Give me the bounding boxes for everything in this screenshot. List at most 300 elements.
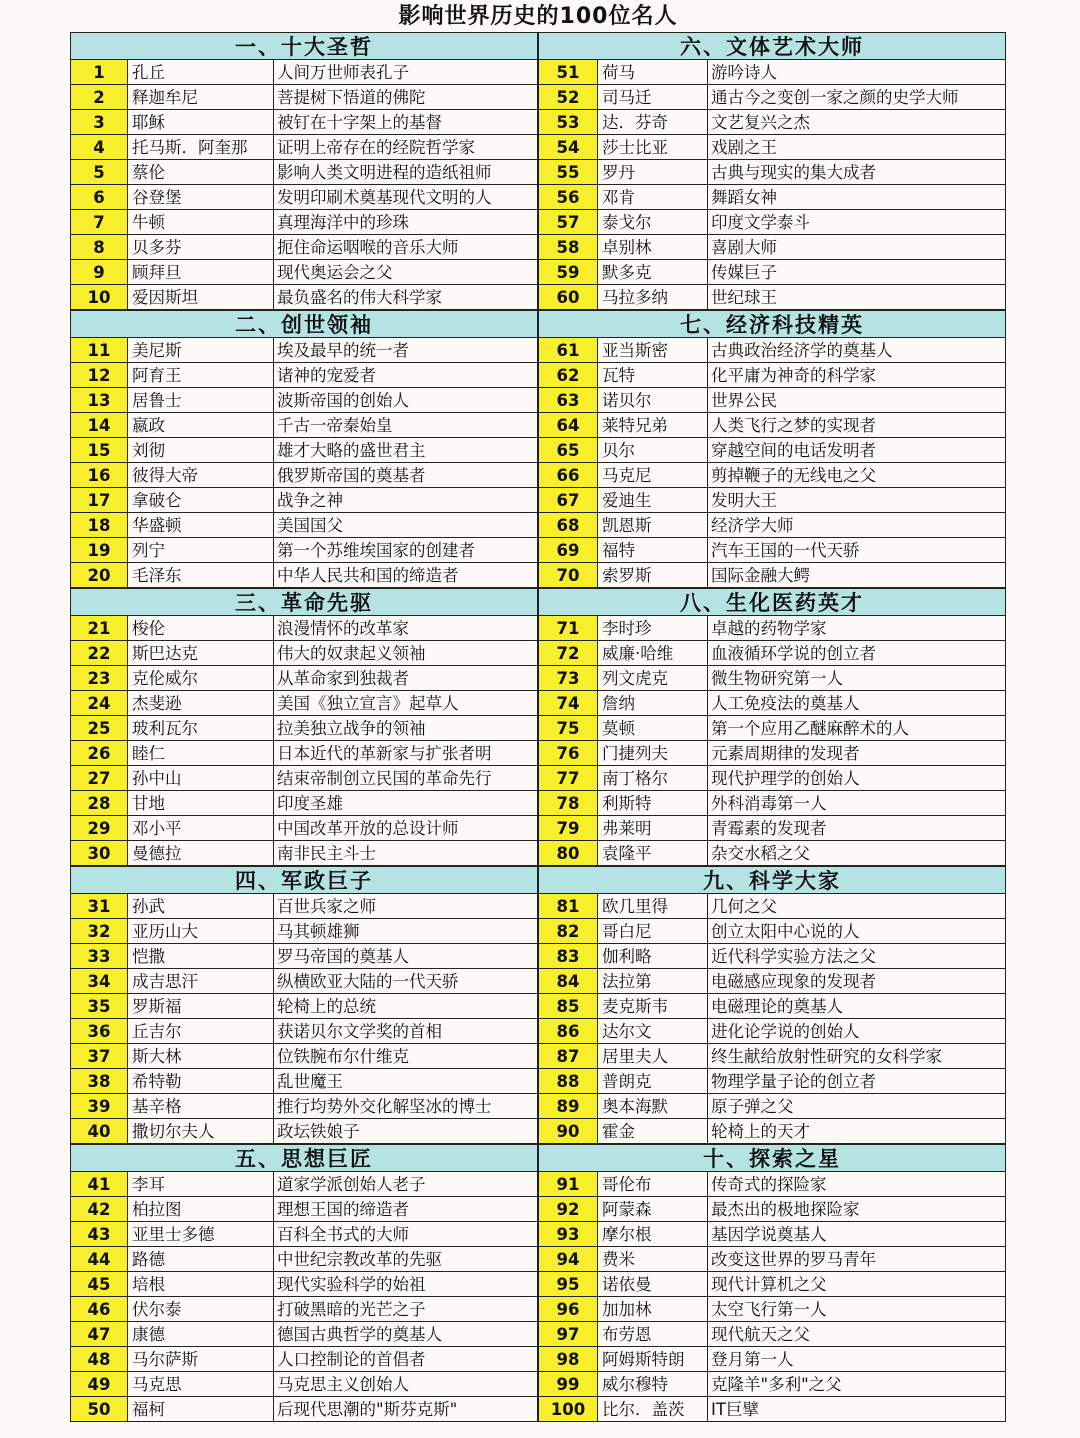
person-description: 百世兵家之师: [274, 894, 538, 918]
rank-number: 60: [538, 285, 598, 309]
person-description: 创立太阳中心说的人: [708, 919, 1006, 943]
section: [538, 588, 1006, 866]
person-description: 最负盛名的伟大科学家: [274, 285, 538, 309]
section: [70, 866, 538, 1144]
table-row: [538, 616, 1006, 641]
person-name: 普朗克: [598, 1069, 708, 1093]
table-row: [538, 1069, 1006, 1094]
person-name: 拿破仑: [128, 488, 274, 512]
table-row: [70, 413, 538, 438]
person-description: 推行均势外交化解坚冰的博士: [274, 1094, 538, 1118]
person-name: 利斯特: [598, 791, 708, 815]
rank-number: 56: [538, 185, 598, 209]
person-name: 亚里士多德: [128, 1222, 274, 1246]
rank-number: 68: [538, 513, 598, 537]
person-name: 斯大林: [128, 1044, 274, 1068]
rank-number: 41: [70, 1172, 128, 1196]
rank-number: 1: [70, 60, 128, 84]
rank-number: 73: [538, 666, 598, 690]
rank-number: 22: [70, 641, 128, 665]
rank-number: 59: [538, 260, 598, 284]
table-row: [70, 841, 538, 866]
rank-number: 69: [538, 538, 598, 562]
person-description: 基因学说奠基人: [708, 1222, 1006, 1246]
person-name: 孙中山: [128, 766, 274, 790]
table-row: [538, 60, 1006, 85]
person-description: 进化论学说的创始人: [708, 1019, 1006, 1043]
person-description: 扼住命运咽喉的音乐大师: [274, 235, 538, 259]
rank-number: 90: [538, 1119, 598, 1143]
person-description: 影响人类文明进程的造纸祖师: [274, 160, 538, 184]
person-name: 伽利略: [598, 944, 708, 968]
rank-number: 8: [70, 235, 128, 259]
person-name: 摩尔根: [598, 1222, 708, 1246]
person-description: 美国《独立宣言》起草人: [274, 691, 538, 715]
right-column: [538, 32, 1006, 1422]
table-row: [70, 60, 538, 85]
person-description: 现代护理学的创始人: [708, 766, 1006, 790]
rank-number: 11: [70, 338, 128, 362]
table-row: [538, 666, 1006, 691]
section-heading: 一、十大圣哲: [70, 32, 538, 60]
person-name: 爱因斯坦: [128, 285, 274, 309]
table-row: [70, 1347, 538, 1372]
person-name: 欧几里得: [598, 894, 708, 918]
person-name: 玻利瓦尔: [128, 716, 274, 740]
table-row: [70, 388, 538, 413]
person-description: 政坛铁娘子: [274, 1119, 538, 1143]
table-row: [70, 1222, 538, 1247]
section-heading: 十、探索之星: [538, 1144, 1006, 1172]
person-description: 第一个苏维埃国家的创建者: [274, 538, 538, 562]
rank-number: 76: [538, 741, 598, 765]
person-description: 传媒巨子: [708, 260, 1006, 284]
rank-number: 92: [538, 1197, 598, 1221]
person-name: 康德: [128, 1322, 274, 1346]
rank-number: 12: [70, 363, 128, 387]
rank-number: 48: [70, 1347, 128, 1371]
person-name: 基辛格: [128, 1094, 274, 1118]
person-name: 恺撒: [128, 944, 274, 968]
person-description: 近代科学实验方法之父: [708, 944, 1006, 968]
rank-number: 32: [70, 919, 128, 943]
person-name: 爱迪生: [598, 488, 708, 512]
person-description: 打破黑暗的光芒之子: [274, 1297, 538, 1321]
table-row: [538, 85, 1006, 110]
person-description: 被钉在十字架上的基督: [274, 110, 538, 134]
person-name: 美尼斯: [128, 338, 274, 362]
rank-number: 57: [538, 210, 598, 234]
table-row: [70, 563, 538, 588]
rank-number: 36: [70, 1019, 128, 1043]
person-name: 哥白尼: [598, 919, 708, 943]
person-name: 哥伦布: [598, 1172, 708, 1196]
table-row: [70, 1044, 538, 1069]
person-name: 莫顿: [598, 716, 708, 740]
person-name: 索罗斯: [598, 563, 708, 587]
person-name: 麦克斯韦: [598, 994, 708, 1018]
rank-number: 21: [70, 616, 128, 640]
table-row: [70, 1397, 538, 1422]
rank-number: 70: [538, 563, 598, 587]
section-heading: 八、生化医药英才: [538, 588, 1006, 616]
person-description: 舞蹈女神: [708, 185, 1006, 209]
person-name: 比尔．盖茨: [598, 1397, 708, 1421]
person-description: 中华人民共和国的缔造者: [274, 563, 538, 587]
table-row: [538, 285, 1006, 310]
person-description: 印度圣雄: [274, 791, 538, 815]
table-row: [70, 463, 538, 488]
rank-number: 19: [70, 538, 128, 562]
person-name: 马拉多纳: [598, 285, 708, 309]
person-description: 几何之父: [708, 894, 1006, 918]
person-name: 李时珍: [598, 616, 708, 640]
rank-number: 5: [70, 160, 128, 184]
table-row: [70, 1272, 538, 1297]
person-name: 布劳恩: [598, 1322, 708, 1346]
rank-number: 52: [538, 85, 598, 109]
person-name: 克伦威尔: [128, 666, 274, 690]
person-name: 刘彻: [128, 438, 274, 462]
person-description: 罗马帝国的奠基人: [274, 944, 538, 968]
person-description: 千古一帝秦始皇: [274, 413, 538, 437]
person-description: 物理学量子论的创立者: [708, 1069, 1006, 1093]
person-name: 甘地: [128, 791, 274, 815]
table-row: [538, 1347, 1006, 1372]
table-row: [538, 766, 1006, 791]
table-row: [70, 1019, 538, 1044]
person-description: 从革命家到独裁者: [274, 666, 538, 690]
person-name: 詹纳: [598, 691, 708, 715]
table-row: [70, 969, 538, 994]
rank-number: 78: [538, 791, 598, 815]
rank-number: 88: [538, 1069, 598, 1093]
person-name: 凯恩斯: [598, 513, 708, 537]
person-description: 拉美独立战争的领袖: [274, 716, 538, 740]
rank-number: 83: [538, 944, 598, 968]
person-name: 莱特兄弟: [598, 413, 708, 437]
rank-number: 74: [538, 691, 598, 715]
person-description: 古典政治经济学的奠基人: [708, 338, 1006, 362]
person-name: 诺依曼: [598, 1272, 708, 1296]
table-row: [538, 388, 1006, 413]
rank-number: 82: [538, 919, 598, 943]
person-description: 诸神的宠爱者: [274, 363, 538, 387]
table-row: [70, 438, 538, 463]
table-row: [70, 488, 538, 513]
rank-number: 26: [70, 741, 128, 765]
rank-number: 3: [70, 110, 128, 134]
person-description: 化平庸为神奇的科学家: [708, 363, 1006, 387]
person-name: 卓别林: [598, 235, 708, 259]
person-description: 传奇式的探险家: [708, 1172, 1006, 1196]
rank-number: 25: [70, 716, 128, 740]
table-row: [70, 185, 538, 210]
person-description: 证明上帝存在的经院哲学家: [274, 135, 538, 159]
person-description: 轮椅上的天才: [708, 1119, 1006, 1143]
rank-number: 80: [538, 841, 598, 865]
person-description: 马其顿雄狮: [274, 919, 538, 943]
person-name: 费米: [598, 1247, 708, 1271]
section: [70, 1144, 538, 1422]
rank-number: 27: [70, 766, 128, 790]
table-row: [538, 841, 1006, 866]
table-row: [538, 994, 1006, 1019]
person-description: 通古今之变创一家之颜的史学大师: [708, 85, 1006, 109]
person-description: 现代奥运会之父: [274, 260, 538, 284]
table-row: [538, 338, 1006, 363]
rank-number: 66: [538, 463, 598, 487]
table-row: [538, 816, 1006, 841]
rank-number: 9: [70, 260, 128, 284]
person-name: 贝多芬: [128, 235, 274, 259]
person-name: 彼得大帝: [128, 463, 274, 487]
rank-number: 61: [538, 338, 598, 362]
person-name: 列文虎克: [598, 666, 708, 690]
person-name: 顾拜旦: [128, 260, 274, 284]
section: [538, 310, 1006, 588]
section: [70, 32, 538, 310]
person-description: 终生献给放射性研究的女科学家: [708, 1044, 1006, 1068]
person-description: 道家学派创始人老子: [274, 1172, 538, 1196]
person-name: 罗斯福: [128, 994, 274, 1018]
rank-number: 42: [70, 1197, 128, 1221]
person-description: 浪漫情怀的改革家: [274, 616, 538, 640]
rank-number: 53: [538, 110, 598, 134]
rank-number: 18: [70, 513, 128, 537]
person-name: 希特勒: [128, 1069, 274, 1093]
table-row: [538, 1044, 1006, 1069]
table-row: [70, 110, 538, 135]
person-name: 斯巴达克: [128, 641, 274, 665]
person-description: 伟大的奴隶起义领袖: [274, 641, 538, 665]
person-name: 威廉·哈维: [598, 641, 708, 665]
rank-number: 62: [538, 363, 598, 387]
rank-number: 49: [70, 1372, 128, 1396]
person-description: 杂交水稻之父: [708, 841, 1006, 865]
person-name: 邓肯: [598, 185, 708, 209]
table-row: [538, 1372, 1006, 1397]
person-description: 美国国父: [274, 513, 538, 537]
person-name: 伏尔泰: [128, 1297, 274, 1321]
table-row: [70, 1069, 538, 1094]
table-row: [70, 1247, 538, 1272]
person-name: 孙武: [128, 894, 274, 918]
rank-number: 39: [70, 1094, 128, 1118]
rank-number: 50: [70, 1397, 128, 1421]
rank-number: 10: [70, 285, 128, 309]
rank-number: 45: [70, 1272, 128, 1296]
person-description: 理想王国的缔造者: [274, 1197, 538, 1221]
person-description: 中世纪宗教改革的先驱: [274, 1247, 538, 1271]
person-name: 亚历山大: [128, 919, 274, 943]
table-row: [538, 894, 1006, 919]
person-description: 世纪球王: [708, 285, 1006, 309]
rank-number: 98: [538, 1347, 598, 1371]
person-name: 睦仁: [128, 741, 274, 765]
table-row: [538, 210, 1006, 235]
rank-number: 13: [70, 388, 128, 412]
person-name: 荷马: [598, 60, 708, 84]
person-name: 马尔萨斯: [128, 1347, 274, 1371]
person-description: IT巨擘: [708, 1397, 1006, 1421]
person-description: 汽车王国的一代天骄: [708, 538, 1006, 562]
person-description: 第一个应用乙醚麻醉术的人: [708, 716, 1006, 740]
table-row: [70, 1119, 538, 1144]
table-row: [70, 666, 538, 691]
person-description: 登月第一人: [708, 1347, 1006, 1371]
person-description: 最杰出的极地探险家: [708, 1197, 1006, 1221]
person-name: 柏拉图: [128, 1197, 274, 1221]
rank-number: 75: [538, 716, 598, 740]
rank-number: 43: [70, 1222, 128, 1246]
person-description: 世界公民: [708, 388, 1006, 412]
person-name: 华盛顿: [128, 513, 274, 537]
section-heading: 三、革命先驱: [70, 588, 538, 616]
person-description: 菩提树下悟道的佛陀: [274, 85, 538, 109]
person-description: 人类飞行之梦的实现者: [708, 413, 1006, 437]
table-row: [538, 463, 1006, 488]
table-row: [70, 1322, 538, 1347]
table-row: [70, 538, 538, 563]
rank-number: 64: [538, 413, 598, 437]
table-row: [538, 538, 1006, 563]
table-row: [70, 235, 538, 260]
rank-number: 16: [70, 463, 128, 487]
person-name: 默多克: [598, 260, 708, 284]
rank-number: 94: [538, 1247, 598, 1271]
person-description: 德国古典哲学的奠基人: [274, 1322, 538, 1346]
table-row: [538, 1397, 1006, 1422]
person-name: 撒切尔夫人: [128, 1119, 274, 1143]
person-name: 加加林: [598, 1297, 708, 1321]
person-description: 青霉素的发现者: [708, 816, 1006, 840]
section: [538, 32, 1006, 310]
rank-number: 40: [70, 1119, 128, 1143]
table-row: [70, 1197, 538, 1222]
person-name: 福柯: [128, 1397, 274, 1421]
rank-number: 7: [70, 210, 128, 234]
person-description: 元素周期律的发现者: [708, 741, 1006, 765]
table-row: [70, 944, 538, 969]
rank-number: 77: [538, 766, 598, 790]
rank-number: 58: [538, 235, 598, 259]
rank-number: 33: [70, 944, 128, 968]
table-row: [538, 1172, 1006, 1197]
person-description: 喜剧大师: [708, 235, 1006, 259]
rank-number: 71: [538, 616, 598, 640]
table-row: [538, 919, 1006, 944]
section: [70, 588, 538, 866]
person-name: 莎士比亚: [598, 135, 708, 159]
person-description: 百科全书式的大师: [274, 1222, 538, 1246]
table-row: [70, 135, 538, 160]
person-name: 释迦牟尼: [128, 85, 274, 109]
person-name: 司马迁: [598, 85, 708, 109]
section-heading: 五、思想巨匠: [70, 1144, 538, 1172]
rank-number: 4: [70, 135, 128, 159]
section-heading: 二、创世领袖: [70, 310, 538, 338]
person-name: 蔡伦: [128, 160, 274, 184]
table-row: [538, 716, 1006, 741]
person-description: 结束帝制创立民国的革命先行: [274, 766, 538, 790]
table-row: [538, 110, 1006, 135]
rank-number: 96: [538, 1297, 598, 1321]
person-description: 波斯帝国的创始人: [274, 388, 538, 412]
table-row: [538, 1019, 1006, 1044]
person-description: 血液循环学说的创立者: [708, 641, 1006, 665]
person-description: 现代航天之父: [708, 1322, 1006, 1346]
table-row: [538, 438, 1006, 463]
table-row: [538, 488, 1006, 513]
person-name: 谷登堡: [128, 185, 274, 209]
table-row: [70, 210, 538, 235]
person-description: 乱世魔王: [274, 1069, 538, 1093]
rank-number: 63: [538, 388, 598, 412]
rank-number: 91: [538, 1172, 598, 1196]
table-row: [538, 260, 1006, 285]
table-row: [538, 944, 1006, 969]
left-column: [70, 32, 538, 1422]
person-description: 卓越的药物学家: [708, 616, 1006, 640]
rank-number: 79: [538, 816, 598, 840]
person-name: 列宁: [128, 538, 274, 562]
person-name: 法拉第: [598, 969, 708, 993]
person-description: 发明大王: [708, 488, 1006, 512]
table-row: [70, 741, 538, 766]
table-row: [538, 641, 1006, 666]
person-description: 纵横欧亚大陆的一代天骄: [274, 969, 538, 993]
table-row: [70, 513, 538, 538]
rank-number: 44: [70, 1247, 128, 1271]
table-row: [70, 816, 538, 841]
person-name: 毛泽东: [128, 563, 274, 587]
section-heading: 四、军政巨子: [70, 866, 538, 894]
table-row: [538, 691, 1006, 716]
rank-number: 17: [70, 488, 128, 512]
page-title: 影响世界历史的100位名人: [398, 4, 678, 29]
person-name: 梭伦: [128, 616, 274, 640]
person-description: 文艺复兴之杰: [708, 110, 1006, 134]
person-description: 电磁理论的奠基人: [708, 994, 1006, 1018]
person-description: 太空飞行第一人: [708, 1297, 1006, 1321]
person-name: 泰戈尔: [598, 210, 708, 234]
rank-number: 67: [538, 488, 598, 512]
table-row: [70, 1372, 538, 1397]
table-row: [70, 363, 538, 388]
table-row: [70, 338, 538, 363]
table-row: [70, 1094, 538, 1119]
rank-number: 46: [70, 1297, 128, 1321]
person-description: 战争之神: [274, 488, 538, 512]
section-heading: 六、文体艺术大师: [538, 32, 1006, 60]
rank-number: 100: [538, 1397, 598, 1421]
person-name: 奥本海默: [598, 1094, 708, 1118]
table-row: [70, 994, 538, 1019]
table-row: [70, 716, 538, 741]
rank-number: 34: [70, 969, 128, 993]
person-description: 克隆羊"多利"之父: [708, 1372, 1006, 1396]
person-name: 丘吉尔: [128, 1019, 274, 1043]
rank-number: 23: [70, 666, 128, 690]
section: [538, 866, 1006, 1144]
table-row: [538, 513, 1006, 538]
person-description: 电磁感应现象的发现者: [708, 969, 1006, 993]
table-row: [538, 413, 1006, 438]
person-name: 牛顿: [128, 210, 274, 234]
rank-number: 54: [538, 135, 598, 159]
person-description: 南非民主斗士: [274, 841, 538, 865]
